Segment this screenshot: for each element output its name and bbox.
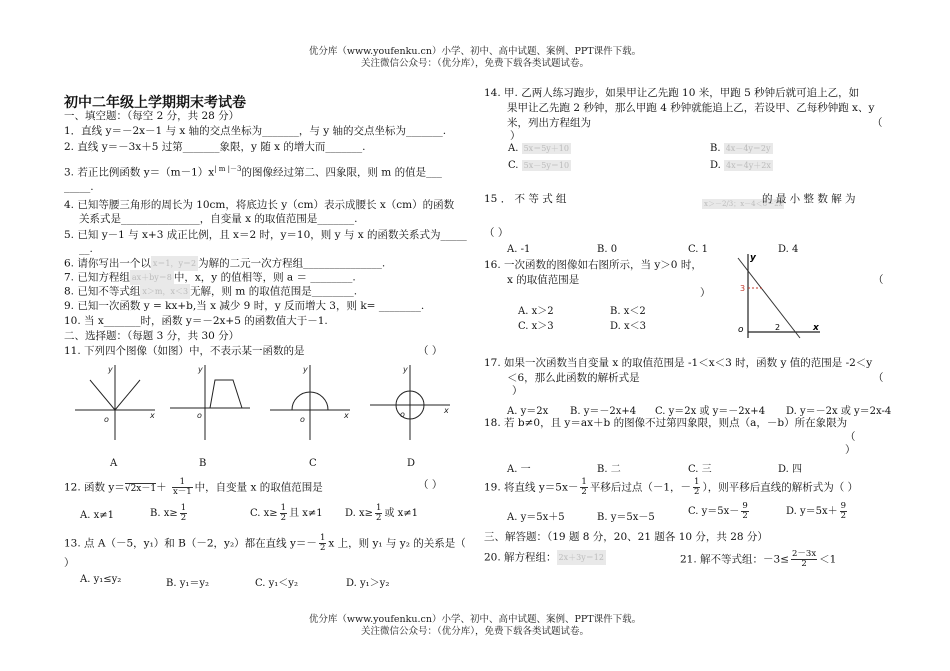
header-line-1: 优分库（www.youfenku.cn）小学、初中、高中试题、案例、PPT课件下载。 <box>308 46 642 57</box>
question-2: 2. 直线 y＝－3x＋5 过第_______象限，y 随 x 的增大而_______. <box>64 141 366 153</box>
q17-option-d: D. y＝－2x 或 y＝2x-4 <box>786 406 892 417</box>
q15-option-b: B. 0 <box>597 244 618 255</box>
q15-option-d: D. 4 <box>778 244 799 255</box>
q13-option-d: D. y₁＞y₂ <box>346 578 390 589</box>
q19-d-frac-num: 9 <box>840 501 847 511</box>
q19-option-d <box>786 502 849 521</box>
question-14-paren-close: ） <box>510 130 521 142</box>
question-16-line-1: 16. 一次函数的图像如右图所示，当 y＞0 时， <box>484 259 702 271</box>
q6-text-b: 为解的二元一次方程组_______________. <box>198 257 386 270</box>
q19-d-frac-den: 2 <box>840 511 847 521</box>
question-4-line-1: 4. 已知等腰三角形的周长为 10cm，将底边长 y（cm）表示成腰长 x（cm）的函数 <box>64 199 455 211</box>
q20-blurred-system: 2x＋3y＝12 <box>557 550 606 565</box>
q11-label-d: D <box>407 458 416 469</box>
q16-function-line <box>738 258 800 338</box>
q19-frac-2-den: 2 <box>694 487 700 497</box>
q19-c-frac-num: 9 <box>742 501 748 511</box>
question-12 <box>64 478 323 497</box>
svg-text:x: x <box>150 411 155 420</box>
q19-c-frac <box>741 502 748 521</box>
question-18-paren-close: ） <box>845 444 856 456</box>
q12-d-frac-den: 2 <box>376 513 382 523</box>
question-9: 9. 已知一次函数 y = kx+b,当 x 减少 9 时，y 反而增大 3，则 k= ________. <box>64 300 425 312</box>
q13-option-c: C. y₁＜y₂ <box>255 578 298 589</box>
question-12-answer-paren: （ ） <box>418 479 443 491</box>
q19-option-c <box>688 502 751 521</box>
q16-option-d: D. x＜3 <box>610 321 647 332</box>
q19-text-c: ），则平移后直线的解析式为（ ） <box>702 481 859 494</box>
q6-text-a: 6. 请你写出一个以 <box>64 257 151 270</box>
q11-graph-d <box>370 365 450 440</box>
q18-option-d: D. 四 <box>778 464 803 475</box>
question-14-line-3: 米，列出方程组为 <box>507 117 591 129</box>
q21-frac-num: 2－3x <box>792 549 817 559</box>
q14-option-c <box>508 160 571 171</box>
q12-d-frac-num: 1 <box>376 503 382 513</box>
q19-c-text: C. y＝5x－ <box>688 506 740 517</box>
q7-text-a: 7. 已知方程组 <box>64 271 130 284</box>
question-15-answer-paren: （ ） <box>484 227 509 239</box>
q12-b-frac-den: 2 <box>180 513 187 523</box>
q14-d-label: D. <box>710 160 721 171</box>
q15-blurred-system: x＞－2/3；x－4＜8－2x <box>704 199 783 208</box>
q19-frac-1 <box>580 478 587 497</box>
q12-c-frac-den: 2 <box>280 513 287 523</box>
q13-frac-num: 1 <box>319 533 326 543</box>
q12-plus: ＋ <box>156 481 167 494</box>
question-17-line-1: 17. 如果一次函数当自变量 x 的取值范围是 -1＜x＜3 时，函数 y 值的范围是 -2＜y <box>484 357 873 369</box>
q19-option-b: B. y＝5x－5 <box>597 512 655 523</box>
q7-text-b: 中，x，y 的值相等，则 a ＝ ________. <box>173 271 356 284</box>
q17-option-c: C. y＝2x 或 y＝－2x+4 <box>655 406 766 417</box>
svg-text:o: o <box>104 415 109 424</box>
q19-option-a: A. y＝5x＋5 <box>507 512 565 523</box>
q12-fraction <box>172 478 193 497</box>
question-10: 10. 当 x_______时，函数 y＝－2x+5 的函数值大于－1. <box>64 315 328 327</box>
question-17-paren-open: （ <box>873 372 884 384</box>
question-16-paren-close: ） <box>700 287 711 299</box>
q18-option-b: B. 二 <box>597 464 621 475</box>
q14-b-label: B. <box>710 143 721 154</box>
question-8 <box>64 284 357 300</box>
svg-text:o: o <box>300 415 305 424</box>
q3-exponent: | m |－3 <box>214 165 242 173</box>
question-5-line-1: 5. 已知 y－1 与 x+3 成正比例，且 x＝2 时，y＝10，则 y 与 x 的函数关系式为_____ <box>64 229 467 241</box>
q12-fraction-num: 1 <box>172 478 193 488</box>
q16-x-intercept: 2 <box>775 323 781 332</box>
header-line-2: 关注微信公众号：（优分库），免费下载各类试题试卷。 <box>360 58 589 69</box>
question-15-a: 15 ． 不 等 式 组 <box>484 193 567 205</box>
svg-text:y: y <box>198 365 203 374</box>
q12-d-text-2: 或 x≠1 <box>384 508 419 519</box>
q13-frac <box>319 534 326 553</box>
q8-text-a: 8. 已知不等式组 <box>64 285 141 298</box>
q11-label-a: A <box>110 458 118 469</box>
svg-text:y: y <box>108 365 113 374</box>
q6-blurred-formula: x＝1，y＝2 <box>151 256 198 271</box>
svg-text:y: y <box>403 365 408 374</box>
q11-graph-a <box>75 365 155 440</box>
question-16-line-2: x 的取值范围是 <box>507 274 580 286</box>
q13-text-a: 13. 点 A（－5，y₁）和 B（－2，y₂）都在直线 y＝－ <box>64 537 317 550</box>
q21-frac <box>791 550 817 569</box>
question-1: 1．直线 y＝－2x－1 与 x 轴的交点坐标为_______，与 y 轴的交点坐标为_______. <box>64 125 447 137</box>
question-14-paren-open: （ <box>872 117 883 129</box>
question-3 <box>64 162 442 181</box>
q21-text-b: ＜1 <box>819 553 837 566</box>
q12-sqrt-arg: 2x－1 <box>130 483 157 494</box>
question-5-line-2: __. <box>79 243 93 255</box>
q14-a-label: A. <box>508 143 519 154</box>
section-solve: 三、解答题：（19 题 8 分，20、21 题各 10 分，共 28 分） <box>484 531 768 543</box>
q17-option-a: A. y＝2x <box>507 406 549 417</box>
question-18-line-1: 18. 若 b≠0，且 y＝ax＋b 的图像不过第四象限，则点（a，－b）所在象限为 <box>484 417 848 429</box>
q11-graph-c <box>270 365 350 440</box>
q16-option-b: B. x＜2 <box>610 306 646 317</box>
svg-text:x: x <box>444 406 449 415</box>
q19-text-b: 平移后过点（－1，－ <box>589 481 692 494</box>
q14-a-blurred-system: 5x＝5y＋10 <box>523 144 569 153</box>
q12-d-frac <box>375 504 382 523</box>
question-14-line-2: 果甲让乙先跑 2 秒钟，那么甲跑 4 秒钟就能追上乙，若设甲、乙每秒钟跑 x、y <box>507 102 875 114</box>
q11-label-b: B <box>199 458 207 469</box>
q12-c-frac-num: 1 <box>280 503 287 513</box>
q12-text-c: 中，自变量 x 的取值范围是 <box>194 481 323 494</box>
page-title: 初中二年级上学期期末考试卷 <box>64 95 246 111</box>
q19-c-frac-den: 2 <box>742 511 748 521</box>
q11-label-c: C <box>309 458 317 469</box>
q7-blurred-system: ax＋by＝8 <box>130 270 174 285</box>
q14-c-label: C. <box>508 160 519 171</box>
question-13-close: ） <box>64 557 75 569</box>
q21-frac-den: 2 <box>801 559 807 569</box>
q19-frac-1-num: 1 <box>581 477 587 487</box>
q12-option-b <box>150 504 189 523</box>
q21-text-a: 21. 解不等式组：－3≤ <box>680 553 790 566</box>
question-11-answer-paren: （ ） <box>418 345 443 357</box>
q13-option-a: A. y₁≤y₂ <box>80 574 122 585</box>
q19-d-frac <box>840 502 847 521</box>
q16-graph <box>728 250 828 340</box>
q12-option-c <box>250 504 323 523</box>
question-3-continuation: _____. <box>64 181 94 193</box>
q12-b-text: B. x≥ <box>150 508 178 519</box>
q18-option-a: A. 一 <box>507 464 531 475</box>
q16-y-label: y <box>750 253 756 263</box>
q14-option-d <box>710 160 773 171</box>
q19-d-text: D. y＝5x＋ <box>786 506 838 517</box>
svg-text:o: o <box>400 410 405 419</box>
q3-text-a: 3. 若正比例函数 y＝（m－1）x <box>64 166 215 179</box>
section-multiple-choice: 二、选择题：（每题 3 分，共 30 分） <box>64 330 240 342</box>
q19-frac-2 <box>693 478 700 497</box>
q19-frac-1-den: 2 <box>581 487 587 497</box>
svg-text:y: y <box>303 365 308 374</box>
q16-option-c: C. x＞3 <box>518 321 554 332</box>
q8-blurred-system: x＞m，x＜3 <box>140 284 190 299</box>
q12-c-text-2: 且 x≠1 <box>289 508 323 519</box>
q17-option-b: B. y＝－2x+4 <box>570 406 637 417</box>
q20-text: 20. 解方程组： <box>484 551 557 564</box>
q16-option-a: A. x＞2 <box>518 306 554 317</box>
question-15-b: 的 最 小 整 数 解 为 <box>762 193 856 205</box>
q14-option-b <box>710 143 773 154</box>
question-13 <box>64 534 466 553</box>
q12-option-d <box>345 504 418 523</box>
q14-b-blurred-system: 4x－4y＝2y <box>725 144 771 153</box>
q14-c-blurred-system: 5x－5y＝10 <box>523 161 570 170</box>
q16-y-intercept: 3 <box>740 284 746 293</box>
q3-text-b: 的图像经过第二、四象限，则 m 的值是___ <box>241 166 442 179</box>
q12-b-frac <box>180 504 187 523</box>
svg-text:o: o <box>197 411 202 420</box>
question-17-paren-close: ） <box>512 385 523 397</box>
footer-line-1: 优分库（www.youfenku.cn）小学、初中、高中试题、案例、PPT课件下载。 <box>308 614 642 625</box>
q12-c-text: C. x≥ <box>250 508 278 519</box>
q15-option-c: C. 1 <box>688 244 709 255</box>
question-17-line-2: ＜6，那么此函数的解析式是 <box>507 372 640 384</box>
question-21 <box>680 550 836 569</box>
q12-d-text: D. x≥ <box>345 508 374 519</box>
q19-frac-2-num: 1 <box>694 477 700 487</box>
q15-option-a: A. -1 <box>507 244 531 255</box>
question-11: 11. 下列四个图像（如图）中，不表示某一函数的是 <box>64 345 305 357</box>
q13-text-b: x 上，则 y₁ 与 y₂ 的关系是（ <box>328 537 466 550</box>
q16-x-label: x <box>813 323 819 333</box>
q12-option-a: A. x≠1 <box>80 510 114 521</box>
q12-b-frac-num: 1 <box>180 503 187 513</box>
q19-text-a: 19. 将直线 y＝5x－ <box>484 481 579 494</box>
q8-text-b: 无解，则 m 的取值范围是________. <box>190 285 358 298</box>
question-4-line-2: 关系式是_______________，自变量 x 的取值范围是_______. <box>79 213 358 225</box>
question-20 <box>484 550 606 566</box>
section-fill-blank: 一、填空题：（每空 2 分，共 28 分） <box>64 110 240 122</box>
q18-option-c: C. 三 <box>688 464 712 475</box>
q14-d-blurred-system: 4x＝4y＋2x <box>726 161 771 170</box>
question-19 <box>484 478 858 497</box>
question-18-paren-open: （ <box>845 431 856 443</box>
question-16-paren-open: （ <box>873 274 884 286</box>
q11-graph-b <box>170 365 250 440</box>
q12-text-a: 12. 函数 y＝ <box>64 481 125 494</box>
q14-option-a <box>508 143 571 154</box>
q13-option-b: B. y₁＝y₂ <box>166 578 210 589</box>
q16-origin: o <box>738 325 744 335</box>
q12-fraction-den: x－1 <box>172 487 192 497</box>
q12-sqrt: √2x－1 <box>124 483 157 494</box>
svg-text:x: x <box>344 411 349 420</box>
q11-graphs <box>70 360 460 450</box>
question-14-line-1: 14. 甲. 乙两人练习跑步，如果甲让乙先跑 10 米，甲跑 5 秒钟后就可追上乙，如 <box>484 87 860 99</box>
footer-line-2: 关注微信公众号：（优分库），免费下载各类试题试卷。 <box>360 626 589 637</box>
q13-frac-den: 2 <box>319 543 326 553</box>
q12-c-frac <box>280 504 287 523</box>
